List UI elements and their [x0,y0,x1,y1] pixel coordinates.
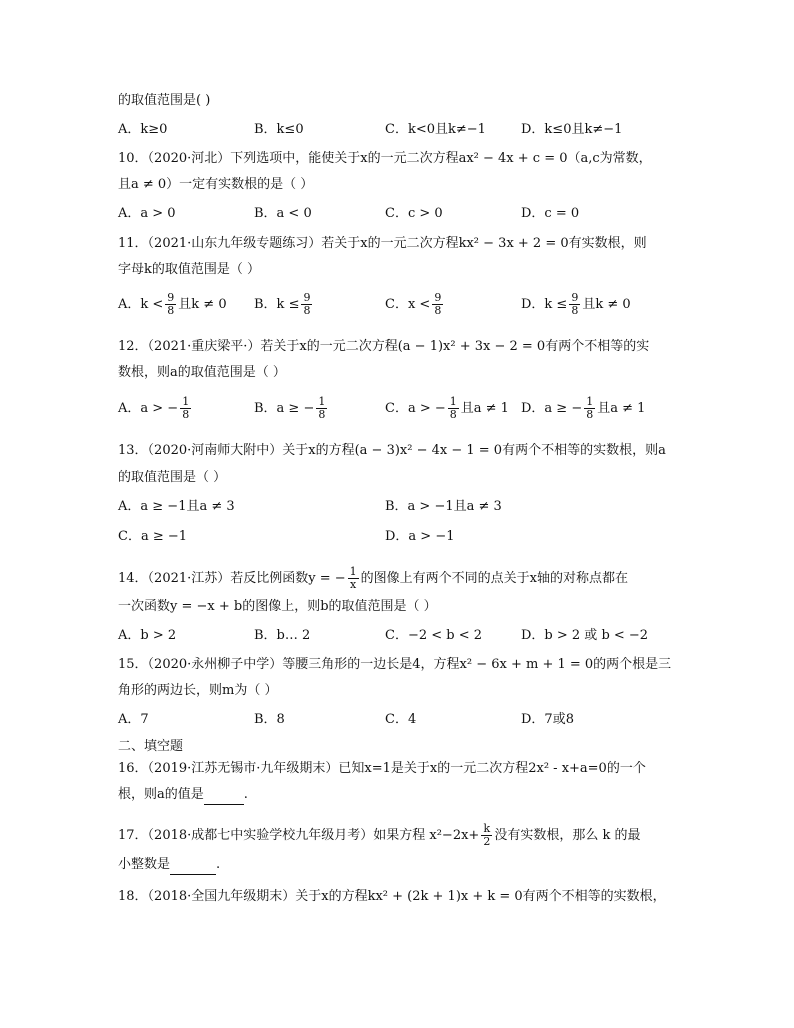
q12-option-d: D．a ≥ − $\frac{1}{8}$ 且a ≠ 1 [521,395,646,421]
q13-option-a: A．a ≥ −1且a ≠ 3 [118,499,235,514]
q10-stem-line1: 10．（2020·河北）下列选项中，能使关于x的一元二次方程ax² − 4x + c = 0（a,c为常数， [118,151,652,166]
q9-option-a: A．k≥0 [118,122,168,137]
q14-option-c: C．−2 < b < 2 [385,628,483,643]
q9-option-b: B．k≤0 [254,122,304,137]
q13-option-c: C．a ≥ −1 [118,529,188,544]
q10-option-c: C．c > 0 [385,206,443,221]
q14-option-b: B．b… 2 [254,628,311,643]
q11-option-c: C．x < $\frac{9}{8}$ [385,291,442,317]
q9-stem-tail: 的取值范围是( ) [118,93,211,108]
q11-option-a: A．k < $\frac{9}{8}$ 且k ≠ 0 [118,291,227,317]
q11-stem-line2: 字母k的取值范围是（ ） [118,262,261,277]
q10-stem-line2: 且a ≠ 0）一定有实数根的是（ ） [118,177,314,192]
fraction: $\frac{1}{8}$ [318,395,326,421]
q16-stem-line2: 根，则a的值是 . [118,786,248,805]
q12-option-b: B．a ≥ − $\frac{1}{8}$ [254,395,326,421]
q17-stem-line2: 小整数是 . [118,856,220,875]
q15-option-a: A．7 [118,712,149,727]
fraction: $\frac{9}{8}$ [571,291,579,317]
q15-option-d: D．7或8 [521,712,574,727]
q15-option-c: C．4 [385,712,417,727]
fraction: $\frac{9}{8}$ [167,291,175,317]
fraction: $\frac{k}{2}$ [483,822,491,848]
q10-option-a: A．a > 0 [118,206,176,221]
q16-stem-line1: 16．（2019·江苏无锡市·九年级期末）已知x=1是关于x的一元二次方程2x² - x+a=0的一个 [118,761,646,776]
q12-stem-line1: 12．（2021·重庆梁平·）若关于x的一元二次方程(a − 1)x² + 3x − 2 = 0有两个不相等的实 [118,339,650,354]
fraction: $\frac{1}{8}$ [182,395,190,421]
fraction: $\frac{9}{8}$ [303,291,311,317]
q15-stem-line1: 15．（2020·永州柳子中学）等腰三角形的一边长是4，方程x² − 6x + m + 1 = 0的两个根是三 [118,657,672,672]
q13-stem-line2: 的取值范围是（ ） [118,470,227,485]
fraction: $\frac{1}{8}$ [449,395,457,421]
q14-stem-line2: 一次函数y = −x + b的图像上，则b的取值范围是（ ） [118,599,437,614]
q15-option-b: B．8 [254,712,285,727]
q18-stem-line1: 18．（2018·全国九年级期末）关于x的方程kx² + (2k + 1)x + k = 0有两个不相等的实数根， [118,889,666,904]
answer-blank [170,856,216,875]
fraction: $\frac{1}{8}$ [586,395,594,421]
q12-option-a: A．a > − $\frac{1}{8}$ [118,395,190,421]
section-heading: 二、填空题 [118,739,184,754]
q14-option-d: D．b > 2 或 b < −2 [521,628,649,643]
q14-option-a: A．b > 2 [118,628,177,643]
q14-stem-line1: 14．（2021·江苏）若反比例函数y = − $\frac{1}{x}$ 的图像上有两个不同的点关于x轴的对称点都在 [118,565,628,591]
q12-stem-line2: 数根，则a的取值范围是（ ） [118,365,286,380]
q12-option-c: C．a > − $\frac{1}{8}$ 且a ≠ 1 [385,395,509,421]
q11-stem-line1: 11．（2021·山东九年级专题练习）若关于x的一元二次方程kx² − 3x + 2 = 0有实数根，则 [118,236,647,251]
q10-option-b: B．a < 0 [254,206,312,221]
q13-option-b: B．a > −1且a ≠ 3 [385,499,502,514]
q15-stem-line2: 角形的两边长，则m为（ ） [118,683,278,698]
q17-stem-line1: 17．（2018·成都七中实验学校九年级月考）如果方程 x²−2x+ $\frac{k}{2}$ 没有实数根，那么 k 的最 [118,822,641,848]
q9-option-d: D．k≤0且k≠−1 [521,122,623,137]
q11-option-d: D．k ≤ $\frac{9}{8}$ 且k ≠ 0 [521,291,631,317]
q9-option-c: C．k<0且k≠−1 [385,122,486,137]
q11-option-b: B．k ≤ $\frac{9}{8}$ [254,291,311,317]
fraction: $\frac{9}{8}$ [434,291,442,317]
answer-blank [204,786,244,805]
q13-stem-line1: 13．（2020·河南师大附中）关于x的方程(a − 3)x² − 4x − 1 = 0有两个不相等的实数根，则a [118,443,666,458]
fraction: $\frac{1}{x}$ [349,565,357,591]
q13-option-d: D．a > −1 [385,529,455,544]
q10-option-d: D．c = 0 [521,206,580,221]
